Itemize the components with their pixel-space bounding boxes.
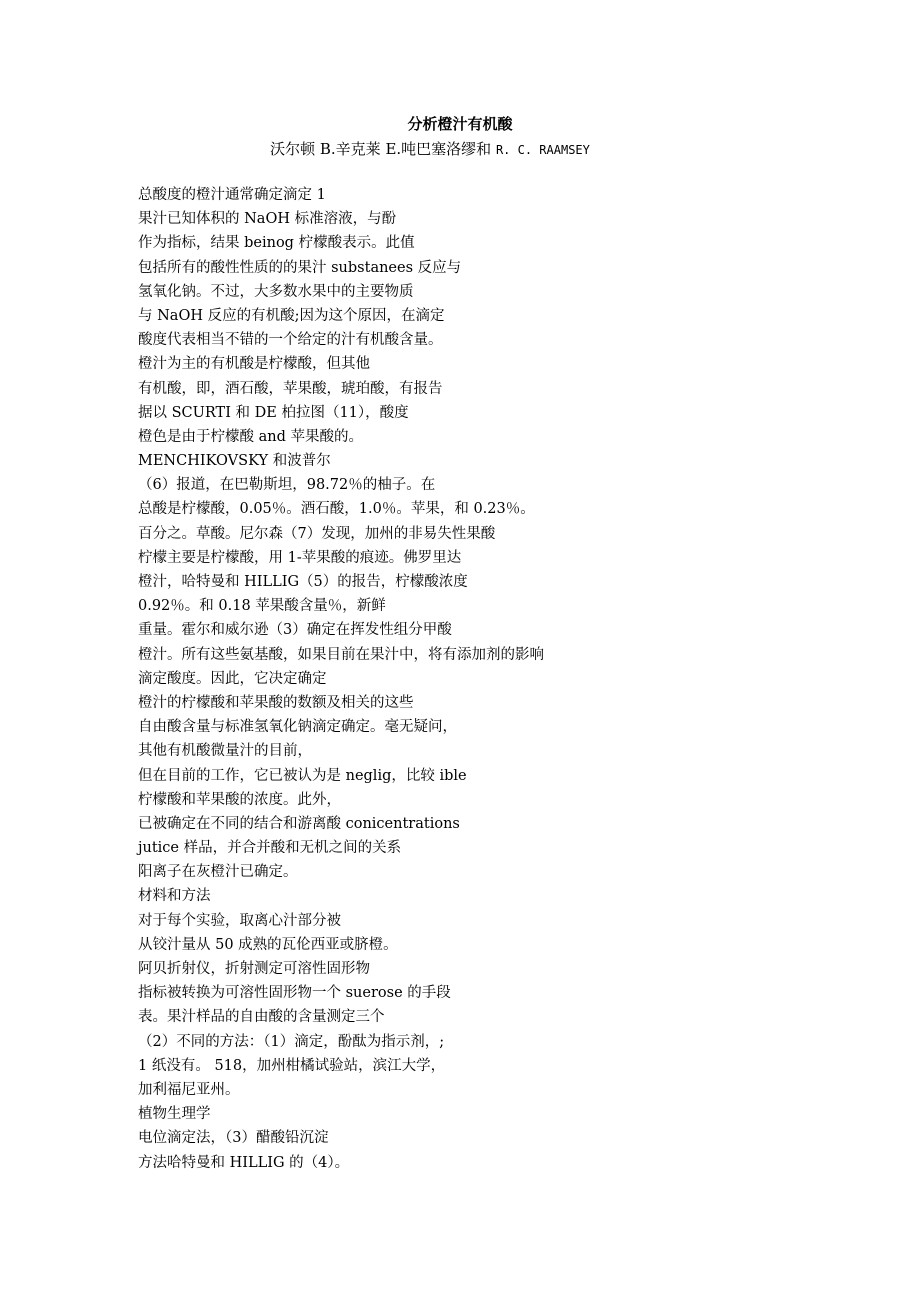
- text-line: 柠檬酸和苹果酸的浓度。此外，: [138, 791, 341, 808]
- authors-names: 沃尔顿 B.辛克莱 E.吨巴塞洛缪和: [270, 140, 492, 158]
- text-line: 总酸度的橙汁通常确定滴定 1: [138, 187, 326, 203]
- text-line: 阿贝折射仪，折射测定可溶性固形物: [138, 961, 370, 977]
- text-line: 方法哈特曼和 HILLIG 的（4）。: [138, 1154, 350, 1171]
- text-line: 其他有机酸微量汁的目前，: [138, 743, 312, 760]
- text-line: 但在目前的工作，它已被认为是 neglig，比较 ible: [138, 767, 467, 784]
- text-line: （6）报道，在巴勒斯坦，98.72％的柚子。在: [138, 477, 436, 494]
- text-line: 酸度代表相当不错的一个给定的汁有机酸含量。: [138, 332, 443, 349]
- text-line: 材料和方法: [138, 888, 211, 905]
- text-line: 柠檬主要是柠檬酸，用 1-苹果酸的痕迹。佛罗里达: [138, 549, 462, 566]
- text-line: 指标被转换为可溶性固形物一个 suerose 的手段: [138, 985, 451, 1002]
- text-line: 表。果汁样品的自由酸的含量测定三个: [138, 1009, 385, 1026]
- text-line: 橙汁为主的有机酸是柠檬酸，但其他: [138, 356, 370, 373]
- text-line: 植物生理学: [138, 1106, 211, 1123]
- text-line: 有机酸，即，酒石酸，苹果酸，琥珀酸，有报告: [138, 380, 443, 397]
- text-line: 作为指标，结果 beinog 柠檬酸表示。此值: [138, 235, 415, 252]
- document-title: 分析橙汁有机酸: [407, 115, 513, 133]
- text-line: 加利福尼亚州。: [138, 1081, 240, 1098]
- text-line: 从铰汁量从 50 成熟的瓦伦西亚或脐橙。: [138, 936, 398, 953]
- text-line: 橙色是由于柠檬酸 and 苹果酸的。: [138, 428, 363, 445]
- text-line: 电位滴定法，（3）醋酸铅沉淀: [138, 1130, 329, 1147]
- text-line: 1 纸没有。 518，加州柑橘试验站，滨江大学，: [138, 1057, 446, 1074]
- text-line: 氢氧化钠。不过，大多数水果中的主要物质: [138, 283, 414, 300]
- text-line: 已被确定在不同的结合和游离酸 conicentrations: [138, 815, 460, 832]
- text-line: 包括所有的酸性性质的的果汁 substanees 反应与: [138, 259, 462, 276]
- text-line: 自由酸含量与标准氢氧化钠滴定确定。毫无疑问，: [138, 719, 457, 736]
- text-line: 据以 SCURTI 和 DE 柏拉图（11），酸度: [138, 404, 409, 421]
- text-line: 阳离子在灰橙汁已确定。: [138, 864, 298, 881]
- text-line: jutice 样品，并合并酸和无机之间的关系: [138, 840, 402, 857]
- text-line: 总酸是柠檬酸，0.05％。酒石酸，1.0％。苹果，和 0.23％。: [138, 501, 535, 518]
- text-line: 百分之。草酸。尼尔森（7）发现，加州的非易失性果酸: [138, 525, 496, 542]
- text-line: 滴定酸度。因此，它决定确定: [138, 670, 327, 687]
- text-line: 0.92％。和 0.18 苹果酸含量％，新鲜: [138, 598, 386, 615]
- text-line: 与 NaOH 反应的有机酸;因为这个原因，在滴定: [138, 307, 445, 324]
- document-authors: [0, 137, 860, 162]
- text-line: 对于每个实验，取离心汁部分被: [138, 912, 341, 929]
- text-line: 橙汁的柠檬酸和苹果酸的数额及相关的这些: [138, 694, 414, 711]
- text-line: MENCHIKOVSKY 和波普尔: [138, 453, 331, 470]
- text-line: （2）不同的方法：（1）滴定，酚酞为指示剂，;: [138, 1033, 445, 1050]
- body-text: [138, 183, 838, 1175]
- authors-tail: R. C. RAAMSEY: [495, 143, 590, 157]
- text-line: 橙汁，哈特曼和 HILLIG（5）的报告，柠檬酸浓度: [138, 574, 468, 590]
- text-line: 果汁已知体积的 NaOH 标准溶液，与酚: [138, 211, 397, 228]
- text-line: 重量。霍尔和威尔逊（3）确定在挥发性组分甲酸: [138, 622, 452, 639]
- text-line: 橙汁。所有这些氨基酸，如果目前在果汁中，将有添加剂的影响: [138, 646, 544, 663]
